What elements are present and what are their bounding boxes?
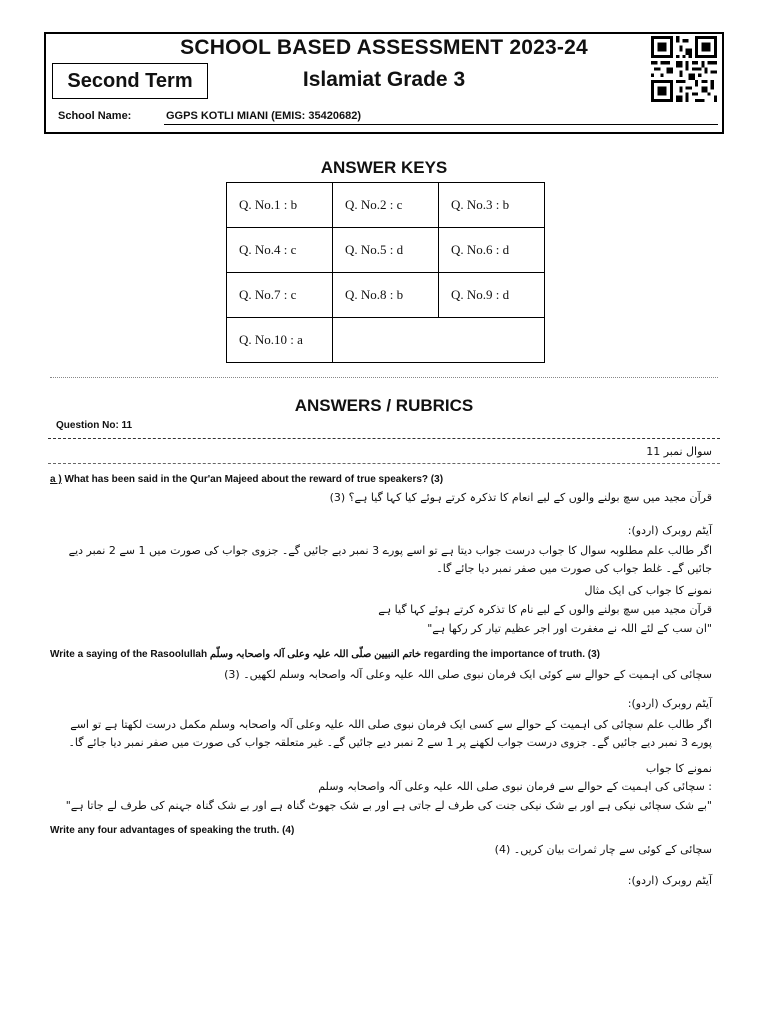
part-b-urdu-question: سچائی کی اہمیت کے حوالے سے کوئی ایک فرمان نبوی صلی اللہ علیہ وعلی آلہ واصحابہ وسلم لکھیں۔ (3) bbox=[224, 668, 712, 681]
divider bbox=[50, 377, 718, 378]
answer-key-cell: Q. No.9 : d bbox=[439, 273, 545, 318]
part-a-english: What has been said in the Qur'an Majeed about the reward of true speakers? (3) bbox=[64, 474, 444, 485]
table-row bbox=[227, 228, 545, 273]
qr-code-icon bbox=[650, 36, 718, 102]
answer-key-cell: Q. No.8 : b bbox=[333, 273, 439, 318]
question-number: Question No: 11 bbox=[56, 420, 133, 431]
answer-key-cell: Q. No.7 : c bbox=[227, 273, 333, 318]
part-b-rubric-text: اگر طالب علم سچائی کی اہمیت کے حوالے سے کسی ایک فرمان نبوی صلی اللہ علیہ وعلی آلہ واصحابہ وسلم مکمل درست لکھتا ہے تو اسے پورے 3 نمبر دیے جائیں گے۔ جزوی درست جواب لکھنے پر 1 سے 2 نمبر دیے جائیں گے۔ غیر متعلقہ جواب کی صورت میں صفر نمبر دیا جائے گا۔ bbox=[68, 718, 712, 749]
part-b-sample-line-1: : سچائی کی اہمیت کے حوالے سے فرمان نبوی صلی اللہ علیہ وعلی آلہ واصحابہ وسلم bbox=[318, 780, 712, 793]
divider bbox=[48, 438, 720, 439]
answer-key-cell: Q. No.2 : c bbox=[333, 183, 439, 228]
part-c-rubric-heading: آیٹم روبرک (اردو): bbox=[627, 874, 712, 887]
part-a-rubric-text: اگر طالب علم مطلوبہ سوال کا جواب درست جواب دیتا ہے تو اسے پورے 3 نمبر دیے جائیں گے۔ جزوی جواب کی صورت میں 1 سے 2 نمبر دیے جائیں گے۔ غلط جواب کی صورت میں صفر نمبر دیا جائے گا۔ bbox=[68, 544, 712, 575]
part-a-rubric-heading: آیٹم روبرک (اردو): bbox=[627, 524, 712, 537]
divider bbox=[48, 463, 720, 464]
part-b-rubric-heading: آیٹم روبرک (اردو): bbox=[627, 697, 712, 710]
part-a-question bbox=[50, 474, 443, 485]
rubrics-heading: ANSWERS / RUBRICS bbox=[294, 396, 474, 415]
empty-cell bbox=[333, 318, 545, 363]
answer-keys-table bbox=[226, 182, 545, 363]
term-label: Second Term bbox=[52, 63, 208, 99]
answer-key-cell: Q. No.1 : b bbox=[227, 183, 333, 228]
part-b-sample-heading: نمونے کا جواب bbox=[645, 762, 712, 775]
part-a-label: a ) bbox=[50, 474, 62, 485]
table-row bbox=[227, 183, 545, 228]
table-row bbox=[227, 318, 545, 363]
assessment-title: SCHOOL BASED ASSESSMENT 2023-24 bbox=[180, 36, 588, 59]
part-b-sample-line-2: "بے شک سچائی نیکی ہے اور بے شک نیکی جنت کی طرف لے جاتی ہے اور بے شک جھوٹ گناہ ہے اور بے شک گناہ جہنم کی طرف لے جاتا ہے" bbox=[65, 799, 712, 812]
answer-key-cell: Q. No.3 : b bbox=[439, 183, 545, 228]
answer-key-cell: Q. No.5 : d bbox=[333, 228, 439, 273]
part-c-urdu-question: سچائی کے کوئی سے چار ثمرات بیان کریں۔ (4) bbox=[494, 843, 712, 856]
part-a-sample-heading: نمونے کا جواب کی ایک مثال bbox=[584, 584, 712, 597]
school-name-underline bbox=[164, 124, 718, 125]
answer-key-cell: Q. No.6 : d bbox=[439, 228, 545, 273]
part-a-sample-line-1: قرآن مجید میں سچ بولنے والوں کے لیے نام کا تذکرہ کرتے ہوئے کہا گیا ہے bbox=[378, 603, 712, 616]
answer-keys-heading: ANSWER KEYS bbox=[320, 158, 448, 177]
subject-title: Islamiat Grade 3 bbox=[302, 68, 466, 91]
school-name-label: School Name: bbox=[58, 110, 132, 122]
part-a-sample-line-2: "ان سب کے لئے اللہ نے مغفرت اور اجر عظیم تیار کر رکھا ہے" bbox=[427, 622, 712, 635]
part-c-english: Write any four advantages of speaking the truth. (4) bbox=[50, 825, 295, 836]
school-name-value: GGPS KOTLI MIANI (EMIS: 35420682) bbox=[166, 110, 361, 122]
part-a-urdu-question: قرآن مجید میں سچ بولنے والوں کے لیے انعام کا تذکرہ کرتے ہوئے کیا کہا گیا ہے؟ (3) bbox=[329, 491, 712, 504]
answer-key-cell: Q. No.10 : a bbox=[227, 318, 333, 363]
part-b-english: Write a saying of the Rasoolullah خاتم النبیین صلّی اللہ علیہ وعلی آلہ واصحابہ وسلّم regarding the importance of truth. (3) bbox=[50, 649, 600, 660]
urdu-question-number: سوال نمبر 11 bbox=[646, 445, 712, 458]
answer-key-cell: Q. No.4 : c bbox=[227, 228, 333, 273]
table-row bbox=[227, 273, 545, 318]
